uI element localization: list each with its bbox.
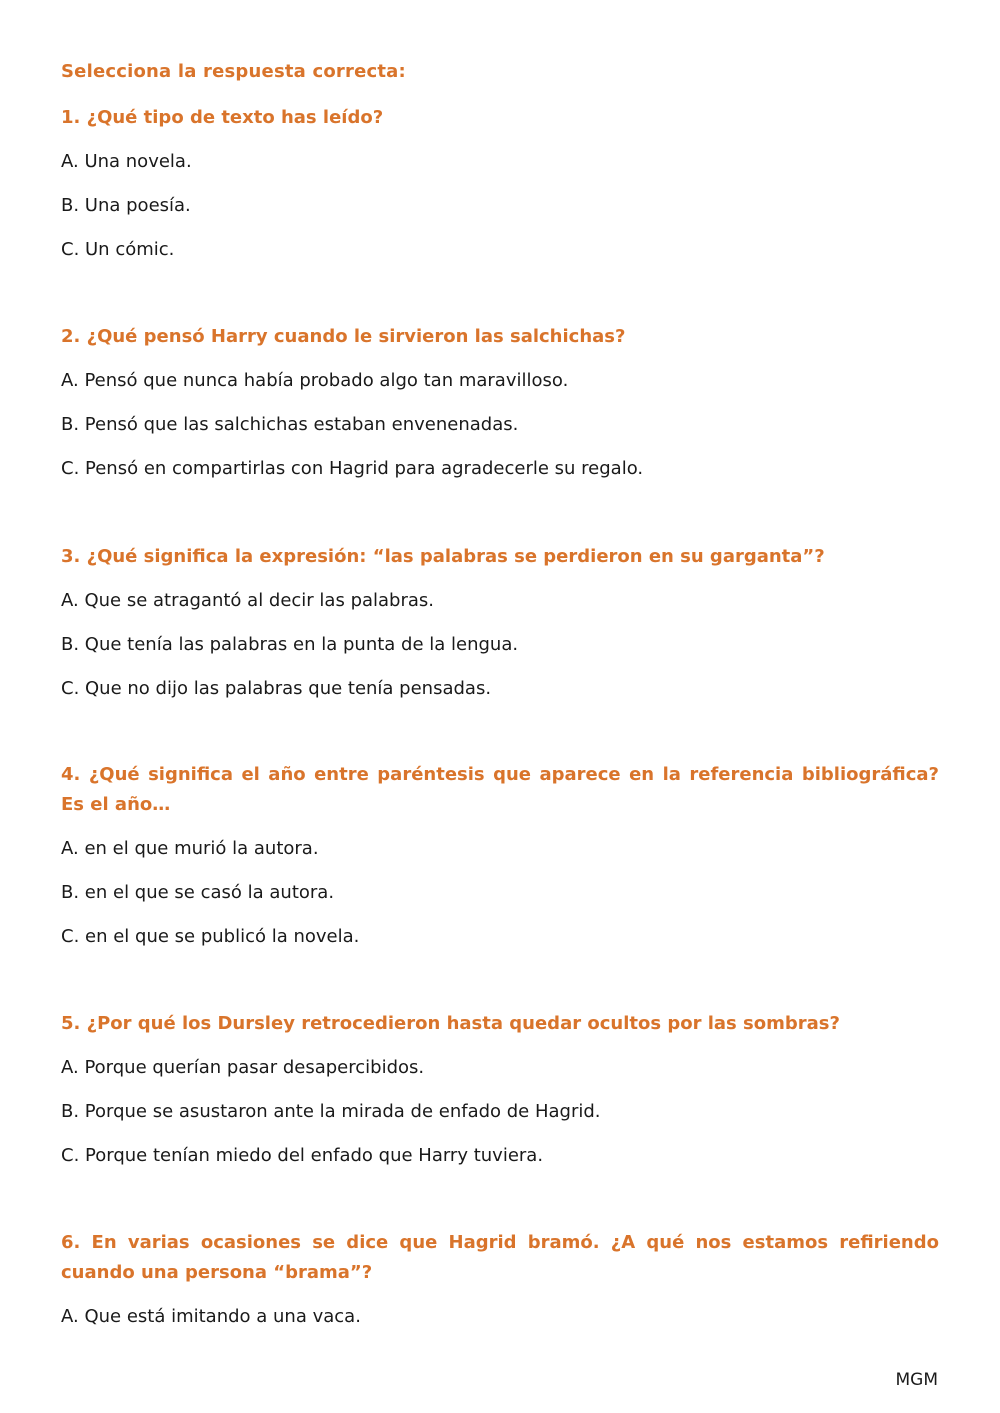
question-6 <box>61 1228 939 1339</box>
question-1-options <box>61 140 939 272</box>
instruction-text: Selecciona la respuesta correcta: <box>61 61 406 82</box>
question-2-title: 2. ¿Qué pensó Harry cuando le sirvieron las salchichas? <box>61 326 626 347</box>
question-1-title: 1. ¿Qué tipo de texto has leído? <box>61 107 384 128</box>
question-4-option-b[interactable]: B. en el que se casó la autora. <box>61 882 335 903</box>
question-6-title: 6. En varias ocasiones se dice que Hagrid bramó. ¿A qué nos estamos refiriendo cuando una persona “brama”? <box>61 1232 939 1283</box>
question-4-option-c[interactable]: C. en el que se publicó la novela. <box>61 926 360 947</box>
question-3-title: 3. ¿Qué significa la expresión: “las palabras se perdieron en su garganta”? <box>61 546 825 567</box>
question-6-options <box>61 1295 939 1339</box>
question-2-options <box>61 359 939 491</box>
question-5-title: 5. ¿Por qué los Dursley retrocedieron hasta quedar ocultos por las sombras? <box>61 1013 840 1034</box>
question-2 <box>61 322 939 491</box>
question-1-option-a[interactable]: A. Una novela. <box>61 151 192 172</box>
question-3-option-a[interactable]: A. Que se atragantó al decir las palabras. <box>61 590 435 611</box>
question-1-option-c[interactable]: C. Un cómic. <box>61 239 175 260</box>
question-5-option-a[interactable]: A. Porque querían pasar desapercibidos. <box>61 1057 425 1078</box>
question-6-option-a[interactable]: A. Que está imitando a una vaca. <box>61 1306 361 1327</box>
author-initials: MGM <box>895 1370 938 1390</box>
question-5-options <box>61 1046 939 1178</box>
question-2-option-c[interactable]: C. Pensó en compartirlas con Hagrid para agradecerle su regalo. <box>61 458 644 479</box>
question-3-option-b[interactable]: B. Que tenía las palabras en la punta de la lengua. <box>61 634 519 655</box>
question-3-option-c[interactable]: C. Que no dijo las palabras que tenía pensadas. <box>61 678 492 699</box>
question-2-option-a[interactable]: A. Pensó que nunca había probado algo tan maravilloso. <box>61 370 569 391</box>
question-4-options <box>61 827 939 959</box>
question-5-option-c[interactable]: C. Porque tenían miedo del enfado que Harry tuviera. <box>61 1145 544 1166</box>
question-5-option-b[interactable]: B. Porque se asustaron ante la mirada de enfado de Hagrid. <box>61 1101 601 1122</box>
question-3-options <box>61 579 939 711</box>
question-1 <box>61 103 939 272</box>
question-3 <box>61 542 939 711</box>
question-4-option-a[interactable]: A. en el que murió la autora. <box>61 838 319 859</box>
question-4 <box>61 760 939 959</box>
question-5 <box>61 1009 939 1178</box>
question-4-title: 4. ¿Qué significa el año entre paréntesis que aparece en la referencia bibliográfica? Es el año… <box>61 764 939 815</box>
question-2-option-b[interactable]: B. Pensó que las salchichas estaban envenenadas. <box>61 414 519 435</box>
question-1-option-b[interactable]: B. Una poesía. <box>61 195 191 216</box>
